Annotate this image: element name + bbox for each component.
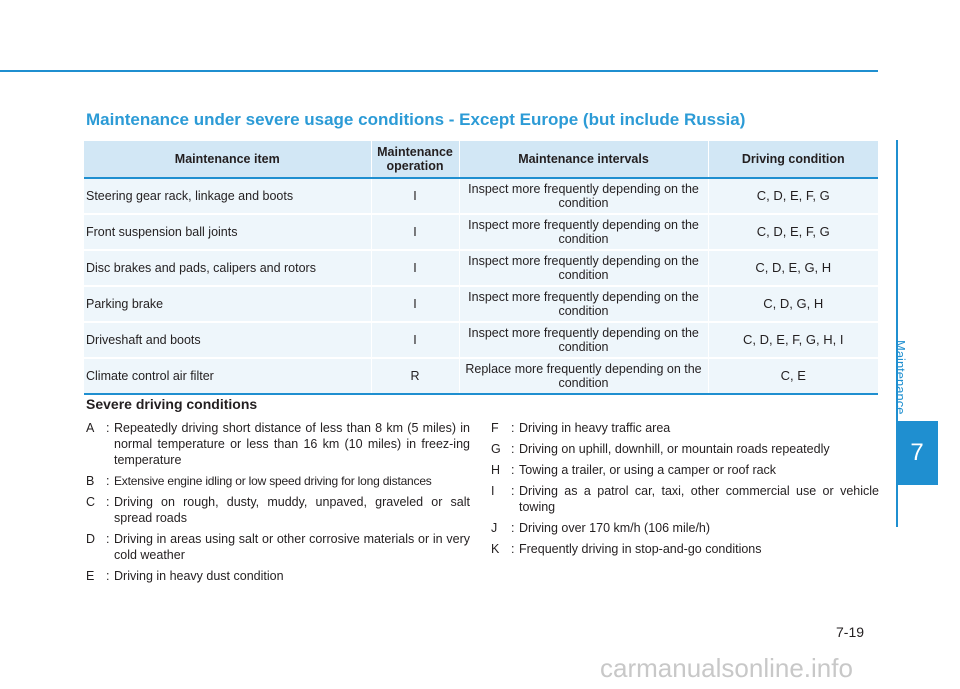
condition-key: G bbox=[491, 442, 501, 456]
table-row bbox=[84, 178, 878, 214]
condition-text: Driving on rough, dusty, muddy, unpaved, graveled or salt spread roads bbox=[114, 495, 470, 525]
cell-item: Parking brake bbox=[84, 286, 371, 322]
condition-key: A bbox=[86, 421, 95, 435]
header-maintenance-operation: Maintenance operation bbox=[371, 141, 459, 178]
table-row bbox=[84, 286, 878, 322]
list-item: G : Driving on uphill, downhill, or mountain roads repeatedly bbox=[491, 441, 879, 457]
condition-text: Driving over 170 km/h (106 mile/h) bbox=[519, 521, 711, 535]
cell-interval: Inspect more frequently depending on the condition bbox=[459, 286, 708, 322]
cell-operation: I bbox=[371, 178, 459, 214]
chapter-number-tab: 7 bbox=[896, 421, 938, 485]
cell-item: Front suspension ball joints bbox=[84, 214, 371, 250]
condition-key: J bbox=[491, 521, 498, 535]
condition-key: B bbox=[86, 474, 95, 488]
list-item: E : Driving in heavy dust condition bbox=[86, 568, 470, 584]
list-item: I : Driving as a patrol car, taxi, other commercial use or vehicle towing bbox=[491, 484, 879, 514]
cell-operation: I bbox=[371, 286, 459, 322]
header-maintenance-intervals: Maintenance intervals bbox=[459, 141, 708, 178]
table-row bbox=[84, 214, 878, 250]
conditions-list-right bbox=[491, 420, 879, 562]
list-item: B : Extensive engine idling or low speed driving for long distances bbox=[86, 473, 470, 489]
cell-operation: I bbox=[371, 214, 459, 250]
cell-item: Steering gear rack, linkage and boots bbox=[84, 178, 371, 214]
cell-interval: Inspect more frequently depending on the condition bbox=[459, 214, 708, 250]
cell-condition: C, D, E, F, G bbox=[708, 178, 878, 214]
list-item: K : Frequently driving in stop-and-go conditions bbox=[491, 541, 879, 557]
condition-text: Driving as a patrol car, taxi, other commercial use or vehicle towing bbox=[519, 484, 879, 514]
page-number: 7-19 bbox=[836, 624, 865, 640]
conditions-title: Severe driving conditions bbox=[86, 396, 258, 412]
condition-key: C bbox=[86, 495, 96, 509]
cell-condition: C, D, E, F, G, H, I bbox=[708, 322, 878, 358]
cell-condition: C, E bbox=[708, 358, 878, 394]
section-title: Maintenance under severe usage conditions - Except Europe (but include Russia) bbox=[86, 110, 746, 129]
condition-text: Towing a trailer, or using a camper or roof rack bbox=[519, 463, 777, 477]
condition-text: Frequently driving in stop-and-go conditions bbox=[519, 542, 762, 556]
condition-key: K bbox=[491, 542, 500, 556]
cell-condition: C, D, E, F, G bbox=[708, 214, 878, 250]
condition-text: Driving in heavy dust condition bbox=[114, 569, 284, 583]
header-maintenance-item: Maintenance item bbox=[84, 141, 371, 178]
cell-operation: I bbox=[371, 250, 459, 286]
cell-condition: C, D, E, G, H bbox=[708, 250, 878, 286]
condition-text: Repeatedly driving short distance of less than 8 km (5 miles) in normal temperature or less than 16 km (10 miles) in freez-ing temperature bbox=[114, 421, 470, 467]
condition-text: Driving on uphill, downhill, or mountain roads repeatedly bbox=[519, 442, 830, 456]
condition-text: Extensive engine idling or low speed driving for long distances bbox=[114, 474, 432, 488]
maintenance-table bbox=[84, 141, 878, 395]
table-row bbox=[84, 322, 878, 358]
watermark: carmanualsonline.info bbox=[600, 653, 853, 683]
condition-text: Driving in heavy traffic area bbox=[519, 421, 671, 435]
side-tab-label: Maintenance bbox=[893, 340, 908, 415]
table-row bbox=[84, 250, 878, 286]
cell-operation: I bbox=[371, 322, 459, 358]
table-header-row bbox=[84, 141, 878, 178]
cell-interval: Replace more frequently depending on the condition bbox=[459, 358, 708, 394]
conditions-list-left bbox=[86, 420, 470, 589]
condition-key: E bbox=[86, 569, 95, 583]
cell-item: Driveshaft and boots bbox=[84, 322, 371, 358]
cell-interval: Inspect more frequently depending on the condition bbox=[459, 322, 708, 358]
list-item: F : Driving in heavy traffic area bbox=[491, 420, 879, 436]
condition-text: Driving in areas using salt or other corrosive materials or in very cold weather bbox=[114, 532, 470, 562]
list-item: A : Repeatedly driving short distance of less than 8 km (5 miles) in normal temperature or less than 16 km (10 miles) in freez-ing temperature bbox=[86, 421, 470, 467]
cell-operation: R bbox=[371, 358, 459, 394]
list-item: H : Towing a trailer, or using a camper or roof rack bbox=[491, 462, 879, 478]
list-item: D : Driving in areas using salt or other corrosive materials or in very cold weather bbox=[86, 532, 470, 562]
condition-key: H bbox=[491, 463, 501, 477]
cell-item: Disc brakes and pads, calipers and rotors bbox=[84, 250, 371, 286]
top-divider bbox=[0, 70, 878, 72]
cell-condition: C, D, G, H bbox=[708, 286, 878, 322]
condition-key: F bbox=[491, 421, 499, 435]
header-driving-condition: Driving condition bbox=[708, 141, 878, 178]
condition-key: D bbox=[86, 532, 96, 546]
list-item: J : Driving over 170 km/h (106 mile/h) bbox=[491, 520, 879, 536]
cell-interval: Inspect more frequently depending on the condition bbox=[459, 250, 708, 286]
table-row bbox=[84, 358, 878, 394]
cell-interval: Inspect more frequently depending on the condition bbox=[459, 178, 708, 214]
condition-key: I bbox=[491, 484, 495, 498]
cell-item: Climate control air filter bbox=[84, 358, 371, 394]
list-item: C : Driving on rough, dusty, muddy, unpaved, graveled or salt spread roads bbox=[86, 495, 470, 525]
